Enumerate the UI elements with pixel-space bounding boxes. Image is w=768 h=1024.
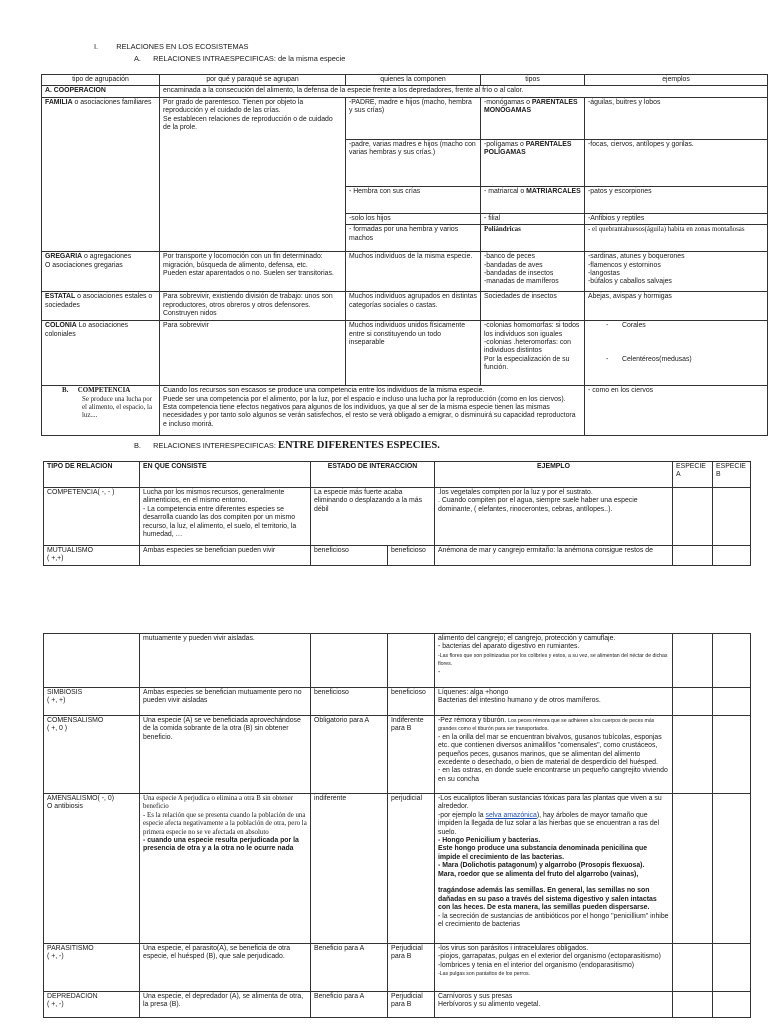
familia-ejemplo: -focas, ciervos, antílopes y gorilas.	[585, 139, 768, 186]
table-row	[44, 488, 751, 546]
especie-a-cell	[673, 634, 713, 688]
especie-a-cell	[673, 488, 713, 546]
interspecific-table	[43, 461, 751, 566]
header-cell: ejemplos	[585, 75, 768, 86]
competencia-desc: Lucha por los mismos recursos, generalmente alimenticios, en el mismo entorno. - La competencia entre diferentes especies se desarrolla cuando las dos compiten por un mismo recurso, la luz, el alimento, el suelo, el territorio, la humedad, …	[140, 488, 311, 546]
table-row	[42, 386, 768, 436]
table-row	[42, 321, 768, 386]
comensalismo-name: COMENSALISMO ( +, 0 )	[44, 716, 140, 794]
estatal-name: ESTATAL o asociaciones estales o sociedades	[42, 292, 160, 321]
especie-b-cell	[713, 794, 751, 944]
depredacion-a: Beneficio para A	[311, 992, 388, 1018]
especie-a-cell	[673, 794, 713, 944]
heading-main	[94, 42, 248, 51]
mutualismo-cont-a	[311, 634, 388, 688]
especie-a-cell	[673, 546, 713, 566]
gregaria-why: Por transporte y locomoción con un fin determinado: migración, búsqueda de alimento, defensa, etc. Pueden estar aparentados o no. Suelen ser transitorias.	[160, 252, 346, 292]
header-cell: quienes la componen	[346, 75, 481, 86]
estatal-who: Muchos individuos agrupados en distintas categorías sociales o castas.	[346, 292, 481, 321]
header-cell: tipos	[481, 75, 585, 86]
heading-roman: I.	[94, 42, 99, 51]
table-row	[44, 992, 751, 1018]
competencia-intra-text: Cuando los recursos son escasos se produce una competencia entre los individuos de la misma especie. Puede ser una competencia por el alimento, por la luz, por el espacio e incluso una lucha por la reproducción (como en los ciervos). Esta competencia tiene efectos negativos para algunos de los individuos, ya que al ser de la misma especie tienen las mismas necesidades y por tanto solo algunos se verán satisfechos, el resto se verá obligado a emigrar, o disminuirá su capacidad reproductora e incluso morirá.	[160, 386, 585, 436]
especie-b-cell	[713, 546, 751, 566]
familia-who: - Hembra con sus crías	[346, 186, 481, 213]
mutualismo-cont-name	[44, 634, 140, 688]
gregaria-ejemplo: -sardinas, atunes y boquerones -flamencos y estorninos -langostas -búfalos y caballos salvajes	[585, 252, 768, 292]
table-row	[44, 688, 751, 716]
mutualismo-cont-ejemplo: alimento del cangrejo; el cangrejo, protección y camuflaje. - bacterias del aparato digestivo en rumiantes. -Las flores que son polinizadas por los colibríes y estos, a su vez, se alimentan del néctar de dichas flores. -	[435, 634, 673, 688]
amensalismo-name: AMENSALISMO( -, 0) O antibiosis	[44, 794, 140, 944]
simbiosis-ejemplo: Líquenes: alga +hongo Bacterias del intestino humano y de otros mamíferos.	[435, 688, 673, 716]
familia-tipo: -polígamas o PARENTALES POLÍGAMAS	[481, 139, 585, 186]
familia-tipo: -monógamas o PARENTALES MONÓGAMAS	[481, 97, 585, 139]
parasitismo-desc: Una especie, el parasito(A), se beneficia de otra especie, el huésped (B), que sale perjudicado.	[140, 944, 311, 992]
familia-who: - formadas por una hembra y varios machos	[346, 225, 481, 252]
header-cell: EN QUE CONSISTE	[140, 462, 311, 488]
competencia-ejemplo: .los vegetales compiten por la luz y por el sustrato. . Cuando compiten por el agua, siempre suele haber una especie dominante, ( elefantes, rinocerontes, cebras, antílopes..).	[435, 488, 673, 546]
subheading-b-big: ENTRE DIFERENTES ESPECIES.	[277, 440, 440, 451]
familia-ejemplo: -patos y escorpiones	[585, 186, 768, 213]
familia-who: -solo los hijos	[346, 213, 481, 224]
competencia-name: COMPETENCIA( -, - )	[44, 488, 140, 546]
estatal-tipos: Sociedades de insectos	[481, 292, 585, 321]
subheading-b-letter: B.	[134, 441, 141, 450]
familia-who: -PADRE, madre e hijos (macho, hembra y sus crías)	[346, 97, 481, 139]
subheading-b-title: RELACIONES INTERESPECIFICAS:	[153, 441, 276, 450]
intraspecific-table	[41, 74, 768, 436]
table-row	[42, 252, 768, 292]
simbiosis-desc: Ambas especies se benefician mutuamente pero no pueden vivir aisladas	[140, 688, 311, 716]
subheading-a-title: RELACIONES INTRAESPECIFICAS:	[153, 54, 276, 63]
estatal-why: Para sobrevivir, existiendo división de trabajo: unos son reproductores, otros obreros y otros defensores. Construyen nidos	[160, 292, 346, 321]
colonia-why: Para sobrevivir	[160, 321, 346, 386]
cooperacion-label: A. COOPERACION	[42, 86, 160, 97]
heading-title: RELACIONES EN LOS ECOSISTEMAS	[116, 42, 249, 51]
familia-tipo: - matriarcal o MATRIARCALES	[481, 186, 585, 213]
mutualismo-desc: Ambas especies se benefician pueden vivir	[140, 546, 311, 566]
especie-b-cell	[713, 688, 751, 716]
simbiosis-name: SIMBIOSIS ( +, +)	[44, 688, 140, 716]
familia-name: FAMILIA o asociaciones familiares	[42, 97, 160, 251]
especie-a-cell	[673, 992, 713, 1018]
familia-ejemplo: -Anfibios y reptiles	[585, 213, 768, 224]
competencia-estado: La especie más fuerte acaba eliminando o desplazando a la más débil	[311, 488, 435, 546]
table-row	[44, 716, 751, 794]
table-row	[44, 634, 751, 688]
gregaria-name: GREGARIA o agregaciones O asociaciones gregarias	[42, 252, 160, 292]
especie-b-cell	[713, 944, 751, 992]
parasitismo-ejemplo: -los virus son parásitos i intracelulares obligados. -piojos, garrapatas, pulgas en el exterior del organismo (ectoparasitismo) -lombrices y tenia en el interior del organismo (endoparasitismo) -Las pulgas son parásitos de los perros.	[435, 944, 673, 992]
header-cell: EJEMPLO	[435, 462, 673, 488]
mutualismo-ejemplo: Anémona de mar y cangrejo ermitaño: la anémona consigue restos de	[435, 546, 673, 566]
comensalismo-desc: Una especie (A) se ve beneficiada aprovechándose de la comida sobrante de la otra (B) sin obtener beneficio.	[140, 716, 311, 794]
amensalismo-desc: Una especie A perjudica o elimina a otra B sin obtener beneficio - Es la relación que se presenta cuando la población de una especie afecta negativamente a la población de otra, pero la primera especie no se ve afectada en absoluto - cuando una especie resulta perjudicada por la presencia de otra y a la otra no le ocurre nada	[140, 794, 311, 944]
amensalismo-a: indiferente	[311, 794, 388, 944]
table-row	[44, 944, 751, 992]
mutualismo-cont-desc: mutuamente y pueden vivir aisladas.	[140, 634, 311, 688]
table-row	[42, 97, 768, 139]
amensalismo-ejemplo: -Los eucaliptos liberan sustancias tóxicas para las plantas que viven a su alrededor. -por ejemplo la selva amazónica), hay árboles de mayor tamaño que impiden la llegada de luz solar a las hierbas que se encuentran a ras del suelo. - Hongo Penicilium y bacterias. Este hongo produce una substancia denominada penicilina que impide el crecimiento de las bacterias. - Mara (Dolichotis patagonum) y algarrobo (Prosopis flexuosa). Mara, roedor que se alimenta del fruto del algarrobo (vainas), tragándose además las semillas. En general, las semillas no son dañadas en su paso a través del sistema digestivo y salen intactas con las heces. De esta manera, las semillas pueden dispersarse. - la secreción de sustancias de antibióticos por el hongo "penicillium" inhibe el crecimiento de bacterias	[435, 794, 673, 944]
familia-ejemplo: -águilas, buitres y lobos	[585, 97, 768, 139]
selva-amazonica-link[interactable]: selva amazónica	[485, 811, 537, 819]
table-header-row	[42, 75, 768, 86]
header-cell: TIPO DE RELACION	[44, 462, 140, 488]
cooperacion-text: encaminada a la consecución del alimento, la defensa de la especie frente a los depredadores, frente al frío o al calor.	[160, 86, 768, 97]
especie-b-cell	[713, 634, 751, 688]
familia-who: -padre, varias madres e hijos (macho con varias hembras y sus crías.)	[346, 139, 481, 186]
especie-b-cell	[713, 992, 751, 1018]
parasitismo-b: Perjudicial para B	[388, 944, 435, 992]
depredacion-desc: Una especie, el depredador (A), se alimenta de otra, la presa (B).	[140, 992, 311, 1018]
mutualismo-name: MUTUALISMO ( +,+)	[44, 546, 140, 566]
comensalismo-ejemplo: -Pez rémora y tiburón. Los peces rémora que se adhieren a los cuerpos de peces más grandes como el tiburón para ser transportados. - en la orilla del mar se encuentran bivalvos, gusanos tubícolas, esponjas etc. que contienen diversos animalillos "comensales", como crustáceos, pequeños peces, gusanos marinos, que se alimentan del alimento excedente o desechado, o bien de material de desperdicio del huésped. - en las ostras, en donde suele encontrarse un pequeño cangrejito viviendo en su concha	[435, 716, 673, 794]
colonia-who: Muchos individuos unidos físicamente entre si constituyendo un todo inseparable	[346, 321, 481, 386]
competencia-intra-ejemplo: - como en los ciervos	[585, 386, 768, 436]
simbiosis-b: beneficioso	[388, 688, 435, 716]
familia-tipo: - filial	[481, 213, 585, 224]
subheading-b	[134, 441, 440, 450]
competencia-intra-name: B. COMPETENCIA Se produce una lucha por el alimento, el espacio, la luz....	[42, 386, 160, 436]
header-cell: por qué y paraqué se agrupan	[160, 75, 346, 86]
comensalismo-a: Obligatorio para A	[311, 716, 388, 794]
mutualismo-b: beneficioso	[388, 546, 435, 566]
colonia-name: COLONIA Lo asociaciones coloniales	[42, 321, 160, 386]
subheading-a-letter: A.	[134, 54, 141, 63]
table-row	[42, 292, 768, 321]
header-cell: ESTADO DE INTERACCION	[311, 462, 435, 488]
familia-tipo: Poliándricas	[481, 225, 585, 252]
table-row	[44, 794, 751, 944]
interspecific-table-continued	[43, 633, 751, 1018]
table-row	[44, 546, 751, 566]
especie-a-cell	[673, 688, 713, 716]
especie-a-cell	[673, 716, 713, 794]
familia-ejemplo: - el quebrantahuesos(águila) habita en zonas montañosas	[585, 225, 768, 252]
subheading-a-rest: de la misma especie	[277, 54, 346, 63]
subheading-a	[134, 54, 345, 63]
depredacion-ejemplo: Carnívoros y sus presas Herbívoros y su alimento vegetal.	[435, 992, 673, 1018]
especie-a-cell	[673, 944, 713, 992]
especie-b-cell	[713, 488, 751, 546]
simbiosis-a: beneficioso	[311, 688, 388, 716]
especie-b-cell	[713, 716, 751, 794]
parasitismo-a: Beneficio para A	[311, 944, 388, 992]
table-header-row	[44, 462, 751, 488]
estatal-ejemplo: Abejas, avispas y hormigas	[585, 292, 768, 321]
header-cell: ESPECIE A	[673, 462, 713, 488]
gregaria-tipos: -banco de peces -bandadas de aves -bandadas de insectos -manadas de mamíferos	[481, 252, 585, 292]
depredacion-name: DEPREDACION ( +, -)	[44, 992, 140, 1018]
familia-why: Por grado de parentesco. Tienen por objeto la reproducción y el cuidado de las crías. Se establecen relaciones de reproducción o de cuidado de la prole.	[160, 97, 346, 251]
cooperacion-row	[42, 86, 768, 97]
header-cell: tipo de agrupación	[42, 75, 160, 86]
mutualismo-cont-b	[388, 634, 435, 688]
mutualismo-a: beneficioso	[311, 546, 388, 566]
colonia-tipos: -colonias homomorfas: si todos los individuos son iguales -colonias .heteromorfas: con individuos distintos Por la especialización de su función.	[481, 321, 585, 386]
comensalismo-b: Indiferente para B	[388, 716, 435, 794]
amensalismo-b: perjudicial	[388, 794, 435, 944]
depredacion-b: Perjudicial para B	[388, 992, 435, 1018]
header-cell: ESPECIE B	[713, 462, 751, 488]
gregaria-who: Muchos individuos de la misma especie.	[346, 252, 481, 292]
parasitismo-name: PARASITISMO ( +, -)	[44, 944, 140, 992]
colonia-ejemplo: - Corales - Celentéreos(medusas)	[585, 321, 768, 386]
